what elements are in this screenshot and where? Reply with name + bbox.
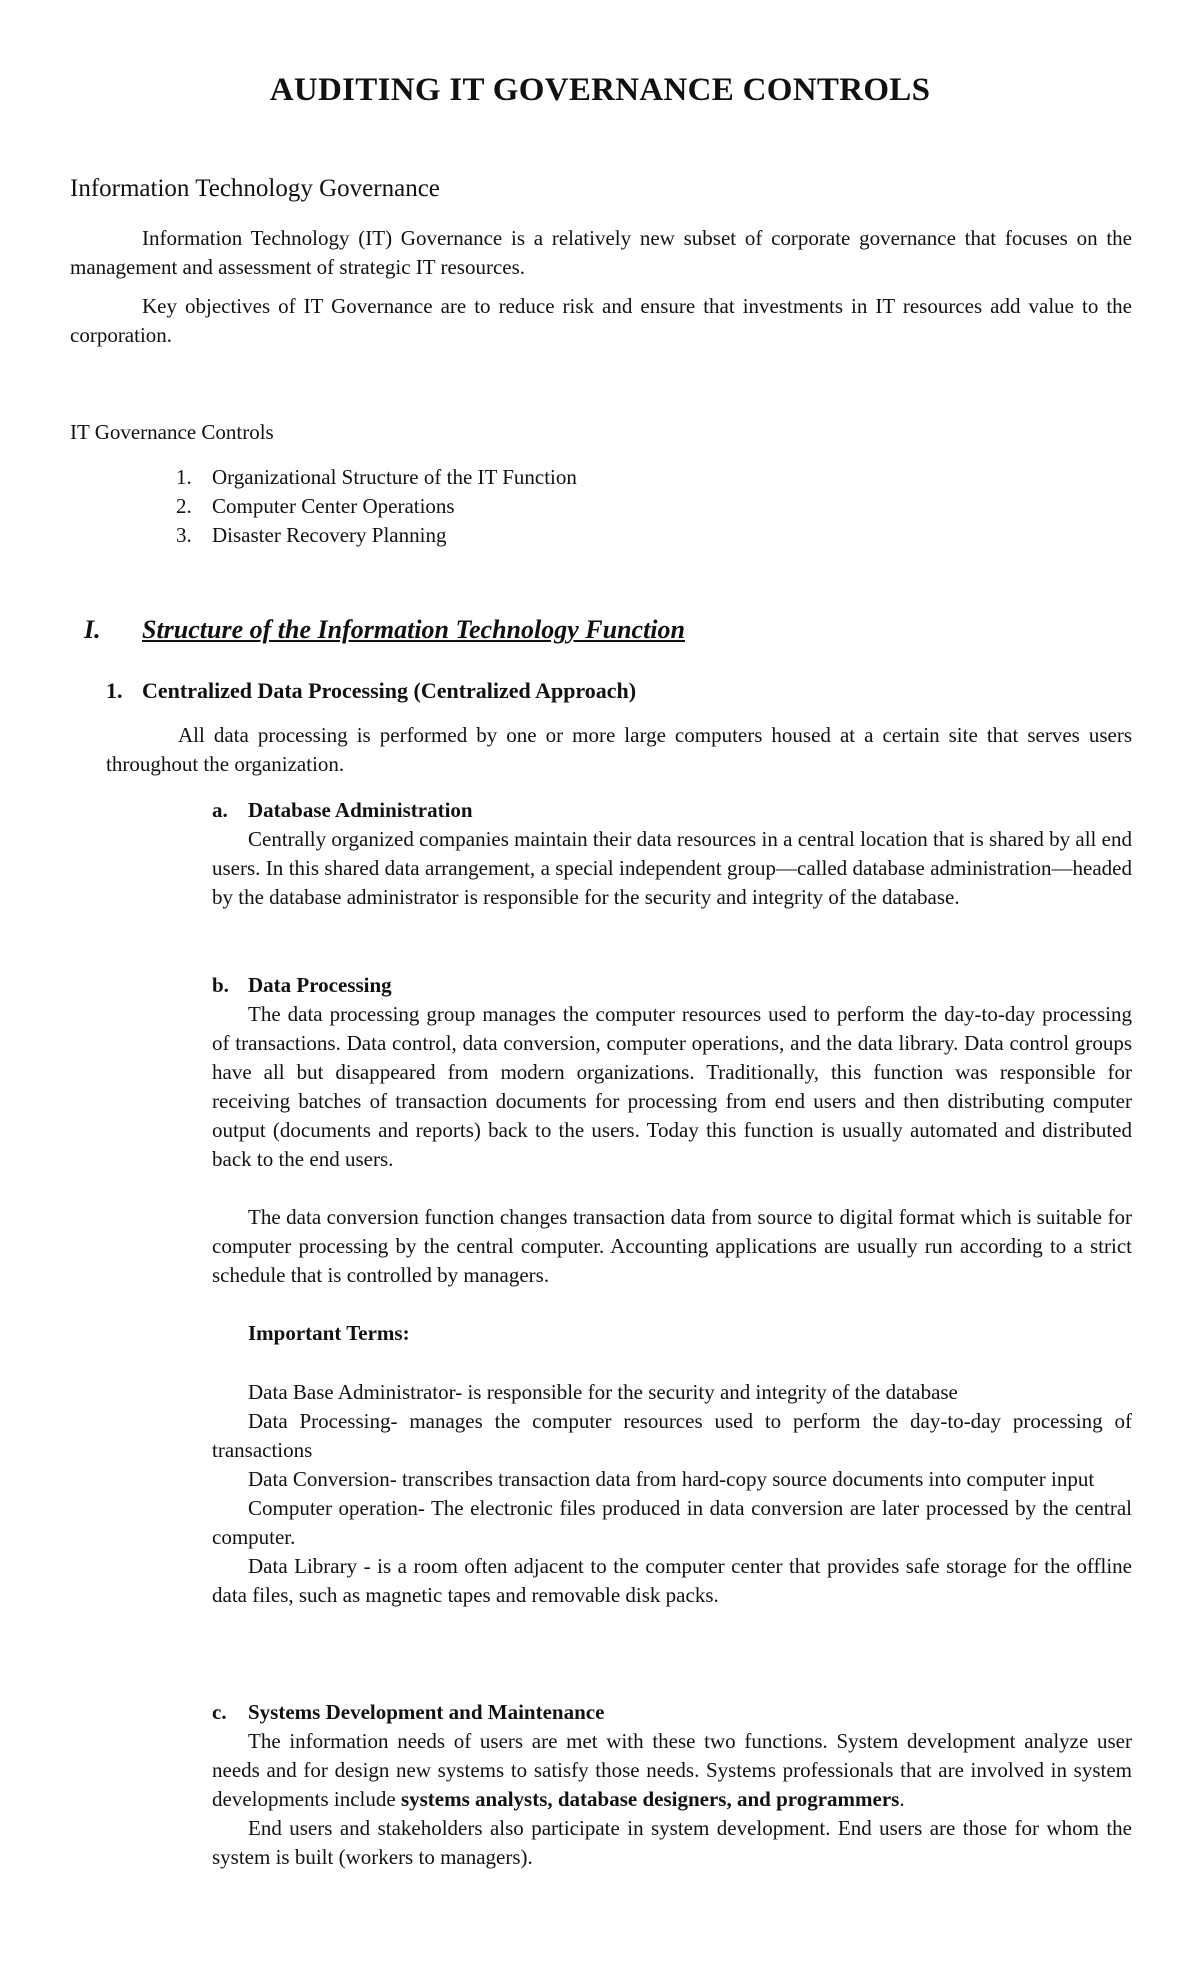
- important-terms-list: [212, 1378, 1132, 1610]
- item-c-heading: c. Systems Development and Maintenance: [212, 1700, 605, 1724]
- list-item: Data Base Administrator- is responsible for the security and integrity of the database: [248, 1380, 958, 1404]
- controls-list: [176, 463, 577, 550]
- list-item: 3. Disaster Recovery Planning: [176, 523, 447, 547]
- itg-intro: [70, 224, 1132, 350]
- item-a-body: Centrally organized companies maintain their data resources in a central location that is shared by all end users. In this shared data arrangement, a special independent group—called database administration—headed by the database administrator is responsible for the security and integrity of the database.: [212, 827, 1132, 909]
- list-item: Data Processing- manages the computer resources used to perform the day-to-day processing of transactions: [212, 1409, 1132, 1462]
- subsection-heading: 1. Centralized Data Processing (Centralized Approach): [106, 678, 637, 703]
- list-item: 1. Organizational Structure of the IT Function: [176, 465, 577, 489]
- list-item: Data Library - is a room often adjacent to the computer center that provides safe storage for the offline data files, such as magnetic tapes and removable disk packs.: [212, 1554, 1132, 1607]
- section-title: Structure of the Information Technology Function: [142, 615, 685, 644]
- list-item: Data Conversion- transcribes transaction data from hard-copy source documents into computer input: [248, 1467, 1095, 1491]
- list-item: 2. Computer Center Operations: [176, 494, 455, 518]
- subsection-intro: All data processing is performed by one or more large computers housed at a certain site that serves users throughout the organization.: [106, 723, 1132, 776]
- item-b-paragraph-2: The data conversion function changes transaction data from source to digital format which is suitable for computer processing by the central computer. Accounting applications are usually run according to a strict schedule that is controlled by managers.: [212, 1205, 1132, 1287]
- item-c-paragraph-1: The information needs of users are met with these two functions. System development analyze user needs and for design new systems to satisfy those needs. Systems professionals that are involved in system developments include systems analysts, database designers, and programmers.: [212, 1729, 1132, 1811]
- item-b-body: [212, 1000, 1132, 1290]
- item-c-body: [212, 1727, 1132, 1872]
- item-a-heading: a. Database Administration: [212, 798, 473, 822]
- item-c-paragraph-2: End users and stakeholders also participate in system development. End users are those for whom the system is built (workers to managers).: [212, 1816, 1132, 1869]
- page-title: AUDITING IT GOVERNANCE CONTROLS: [269, 72, 931, 108]
- item-b-heading: b. Data Processing: [212, 973, 392, 997]
- controls-heading: IT Governance Controls: [70, 420, 274, 444]
- important-terms-heading: Important Terms:: [248, 1321, 410, 1345]
- section-number: I.: [84, 615, 101, 644]
- itg-paragraph-1: Information Technology (IT) Governance is a relatively new subset of corporate governance that focuses on the management and assessment of strategic IT resources.: [70, 226, 1132, 279]
- itg-heading: Information Technology Governance: [70, 175, 440, 202]
- list-item: Computer operation- The electronic files produced in data conversion are later processed by the central computer.: [212, 1496, 1132, 1549]
- item-b-paragraph-1: The data processing group manages the computer resources used to perform the day-to-day processing of transactions. Data control, data conversion, computer operations, and the data library. Data control groups have all but disappeared from modern organizations. Traditionally, this function was responsible for receiving batches of transaction documents for processing from end users and then distributing computer output (documents and reports) back to the users. Today this function is usually automated and distributed back to the end users.: [212, 1002, 1132, 1171]
- itg-paragraph-2: Key objectives of IT Governance are to reduce risk and ensure that investments in IT resources add value to the corporation.: [70, 294, 1132, 347]
- section-heading: [84, 614, 685, 646]
